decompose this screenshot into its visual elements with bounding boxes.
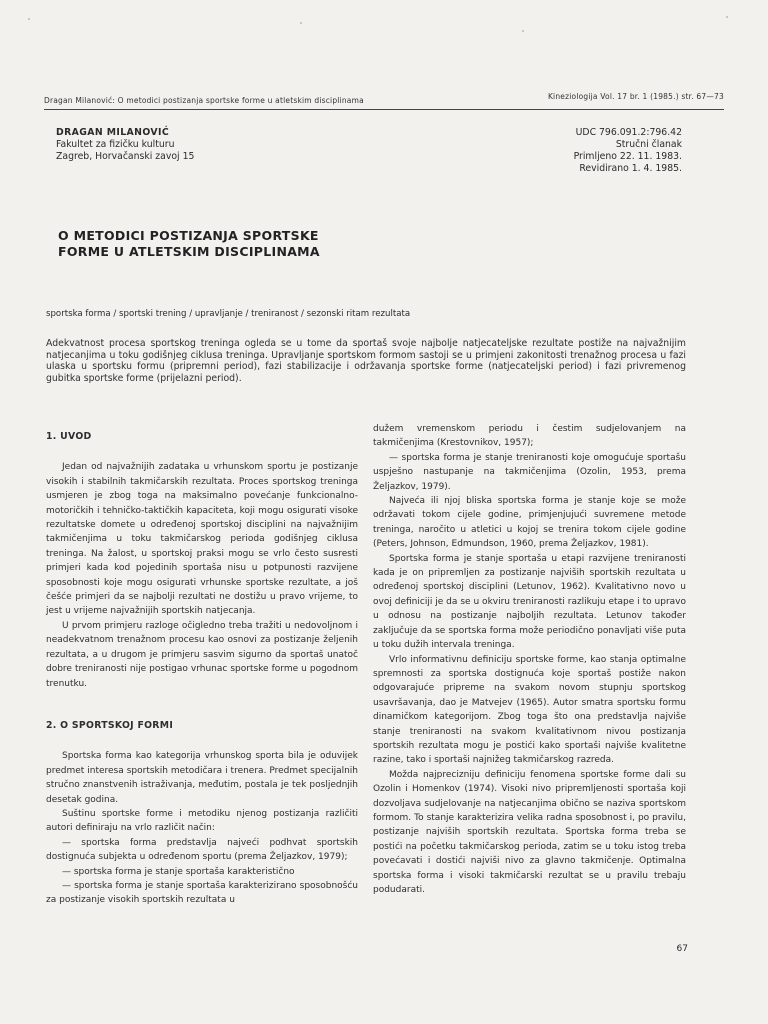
article-type: Stručni članak xyxy=(615,139,682,150)
paragraph: dužem vremenskom periodu i čestim sudjelovanjem na takmičenjima (Krestovnikov, 1957); xyxy=(373,424,686,449)
article-meta xyxy=(574,127,682,175)
page-number: 67 xyxy=(676,944,688,954)
section-heading-intro: 1. UVOD xyxy=(46,431,92,442)
paragraph: Jedan od najvažnijih zadataka u vrhunskom sportu je postizanje visokih i stabilnih takmičarskih rezultata. Proces sportskog treninga usmjeren je zbog toga na maksimalno povećanje funkcionalno-motoričkih i tehničko-taktičkih kapaciteta, koji mogu osigurati visoke rezultatske domete u određenoj sportskoj disciplini na najvažnijim takmičenjima u toku takmičarskog perioda godišnjeg ciklusa treninga. Na žalost, u sportskoj praksi mogu se vrlo često susresti primjeri kada kod pojedinih sportaša nisu u potpunosti razvijene sposobnosti koje mogu osigurati vrhunske sportske rezultate, a još češće primjeri da se najbolji rezultati ne dostižu u pravo vrijeme, to jest u vrijeme najvažnijih sportskih natjecanja. xyxy=(46,462,358,617)
revised-date: Revidirano 1. 4. 1985. xyxy=(579,163,682,174)
paragraph: Vrlo informativnu definiciju sportske forme, kao stanja optimalne spremnosti za sportska dostignuća koje sportaš postiže nakon odgovarajuće pripreme na svakom novom stupnju sportskog usavršavanja, dao je Matvejev (1965). Autor smatra sportsku formu dinamičkom kategorijom. Zbog toga što ona predstavlja najviše stanje treniranosti na svakom kvalitativnom nivou postizanja sportskih rezultata mogu je postići kako sportaši najviše kvalitetne razine, tako i sportaši najnižeg takmičarskog razreda. xyxy=(373,654,686,766)
list-item: — sportska forma je stanje sportaša karakterizirano sposobnošću za postizanje visokih sportskih rezultata u xyxy=(46,880,358,906)
paragraph: Sportska forma kao kategorija vrhunskog sporta bila je oduvijek predmet interesa sportskih metodičara i trenera. Predmet specijalnih stručno znanstvenih istraživanja, međutim, postala je tek posljednjih desetak godina. xyxy=(46,751,358,805)
author-address: Zagreb, Horvačanski zavoj 15 xyxy=(56,151,195,162)
paragraph: Možda najprecizniju definiciju fenomena sportske forme dali su Ozolin i Homenkov (1974). Visoki nivo pripremljenosti sportaša koji dozvoljava sudjelovanje na natjecanjima obično se naziva sportskom formom. To stanje karakterizira velika radna sposobnost i, po pravilu, postizanje najviših sportskih rezultata. Sportska forma treba se postići na početku takmičarskog perioda, zatim se u toku istog treba povećavati i dostići najviši nivo za glavno takmičenje. Optimalna sportska forma i visoki takmičarski rezultat se u pravilu trebaju podudarati. xyxy=(373,769,686,895)
title-line-1: O METODICI POSTIZANJA SPORTSKE xyxy=(58,228,319,243)
header-rule xyxy=(44,109,724,110)
list-item: — sportska forma je stanje sportaša karakteristično xyxy=(62,866,295,877)
author-name: DRAGAN MILANOVIĆ xyxy=(56,127,170,138)
abstract: Adekvatnost procesa sportskog treninga ogleda se u tome da sportaš svoje najbolje natjecateljske rezultate postiže na najvažnijim natjecanjima u toku godišnjeg ciklusa treninga. Upravljanje sportskom formom sastoji se u primjeni zakonitosti trenažnog procesa u fazi ulaska u sportsku formu (pripremni period), fazi stabilizacije i održavanja sportske forme (natjecateljski period) i fazi privremenog gubitka sportske forme (prijelazni period). xyxy=(46,338,686,384)
list-item: — sportska forma je stanje treniranosti koje omogućuje sportašu uspješno nastupanje na takmičenjima (Ozolin, 1953, prema Željazkov, 1979). xyxy=(373,452,686,492)
scan-speck xyxy=(522,30,524,32)
running-head-right: Kineziologija Vol. 17 br. 1 (1985.) str. 67—73 xyxy=(547,92,724,101)
scan-speck xyxy=(726,16,728,18)
paragraph: Najveća ili njoj bliska sportska forma je stanje koje se može održavati tokom cijele godine, primjenjujući suvremene metode treninga, naročito u atletici u kojoj se trenira tokom cijele godine (Peters, Johnson, Edmundson, 1960, prema Željazkov, 1981). xyxy=(373,496,686,550)
title-line-2: FORME U ATLETSKIM DISCIPLINAMA xyxy=(58,244,320,259)
paragraph: Suštinu sportske forme i metodiku njenog postizanja različiti autori definiraju na vrlo različit način: xyxy=(46,808,358,834)
paragraph: Sportska forma je stanje sportaša u etapi razvijene treniranosti kada je on pripremljen za postizanje najviših sportskih rezultata u određenoj sportskoj disciplini (Letunov, 1962). Kvalitativno novo u ovoj definiciji je da se u okviru treniranosti razlikuju etape i to upravo u odnosu na postizanje najboljih rezultata. Letunov također zaključuje da se sportska forma može periodično ponavljati više puta u toku dužih intervala treninga. xyxy=(373,553,686,651)
column-left xyxy=(46,430,358,908)
received-date: Primljeno 22. 11. 1983. xyxy=(573,151,682,162)
column-right xyxy=(373,422,686,897)
author-block xyxy=(56,127,194,163)
paragraph: U prvom primjeru razloge očigledno treba tražiti u nedovoljnom i neadekvatnom trenažnom procesu kao osnovi za postizanje željenih rezultata, a u drugom je primjeru sasvim sigurno da sportaš unatoč dobre treniranosti nije postigao vrhunac sportske forme u pogodnom trenutku. xyxy=(46,620,358,689)
udc-code: UDC 796.091.2:796.42 xyxy=(575,127,682,138)
article-title xyxy=(58,228,320,260)
scan-speck xyxy=(300,22,302,24)
list-item: — sportska forma predstavlja najveći podhvat sportskih dostignuća subjekta u određenom sportu (prema Željazkov, 1979); xyxy=(46,837,358,863)
author-affiliation: Fakultet za fizičku kulturu xyxy=(56,139,175,150)
section-heading-form: 2. O SPORTSKOJ FORMI xyxy=(46,719,174,731)
keywords: sportska forma / sportski trening / upravljanje / treniranost / sezonski ritam rezultata xyxy=(46,309,411,319)
running-head-left: Dragan Milanović: O metodici postizanja sportske forme u atletskim disciplinama xyxy=(44,96,364,105)
scan-speck xyxy=(28,18,30,20)
